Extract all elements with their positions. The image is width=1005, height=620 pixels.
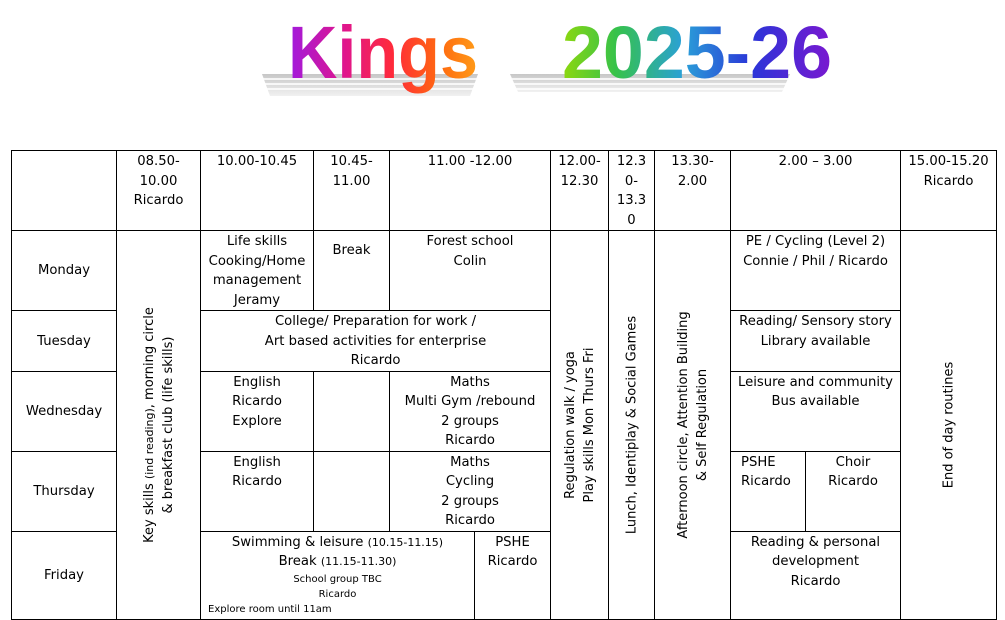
header-1230: 12.3 0- 13.3 0 [609, 151, 655, 231]
header-1100: 11.00 -12.00 [390, 151, 551, 231]
monday-break: Break [314, 231, 390, 311]
row-monday [12, 231, 997, 311]
title-word: Kings [288, 11, 478, 94]
wednesday-empty [314, 371, 390, 451]
thursday-choir: Choir Ricardo [806, 451, 901, 531]
day-monday: Monday [12, 231, 117, 311]
monday-pe-cycling: PE / Cycling (Level 2) Connie / Phil / Ricardo [731, 231, 901, 311]
wednesday-leisure: Leisure and community Bus available [731, 371, 901, 451]
day-wednesday: Wednesday [12, 371, 117, 451]
header-1500: 15.00-15.20 Ricardo [901, 151, 997, 231]
day-friday: Friday [12, 531, 117, 619]
header-1045: 10.45- 11.00 [314, 151, 390, 231]
wednesday-maths: Maths Multi Gym /rebound 2 groups Ricardo [390, 371, 551, 451]
header-0850: 08.50- 10.00 Ricardo [117, 151, 201, 231]
tuesday-college: College/ Preparation for work / Art based activities for enterprise Ricardo [201, 311, 551, 372]
header-1200: 12.00- 12.30 [551, 151, 609, 231]
tuesday-reading: Reading/ Sensory story Library available [731, 311, 901, 372]
day-thursday: Thursday [12, 451, 117, 531]
end-of-day-cell [901, 231, 997, 620]
wednesday-english: English Ricardo Explore [201, 371, 314, 451]
header-1000: 10.00-10.45 [201, 151, 314, 231]
corner-cell [12, 151, 117, 231]
key-skills-cell [117, 231, 201, 620]
friday-reading: Reading & personal development Ricardo [731, 531, 901, 619]
afternoon-circle-cell [655, 231, 731, 620]
thursday-empty [314, 451, 390, 531]
day-tuesday: Tuesday [12, 311, 117, 372]
monday-life-skills: Life skills Cooking/Home management Jeramy [201, 231, 314, 311]
regulation-text: Regulation walk / yoga Play skills Mon Thurs Fri [562, 347, 597, 503]
friday-swimming: Swimming & leisure (10.15-11.15) Break (11.15-11.30) School group TBC Ricardo Explore room until 11am [201, 531, 475, 619]
header-1330: 13.30- 2.00 [655, 151, 731, 231]
lunch-text: Lunch, Identiplay & Social Games [624, 315, 639, 534]
thursday-pshe: PSHE Ricardo [731, 451, 806, 531]
friday-pshe: PSHE Ricardo [475, 531, 551, 619]
title-wordart [0, 0, 1005, 150]
thursday-maths: Maths Cycling 2 groups Ricardo [390, 451, 551, 531]
header-200: 2.00 – 3.00 [731, 151, 901, 231]
regulation-cell [551, 231, 609, 620]
lunch-cell [609, 231, 655, 620]
thursday-english: English Ricardo [201, 451, 314, 531]
title-year: 2025-26 [562, 11, 832, 94]
header-row [12, 151, 997, 231]
monday-forest-school: Forest school Colin [390, 231, 551, 311]
afternoon-circle-text: Afternoon circle, Attention Building & Self Regulation [675, 311, 710, 539]
end-of-day-text: End of day routines [941, 361, 956, 489]
key-skills-text: Key skills (ind reading), morning circle & breakfast club (life skills) [141, 306, 176, 543]
timetable [11, 150, 997, 620]
title-banner [0, 0, 1005, 150]
